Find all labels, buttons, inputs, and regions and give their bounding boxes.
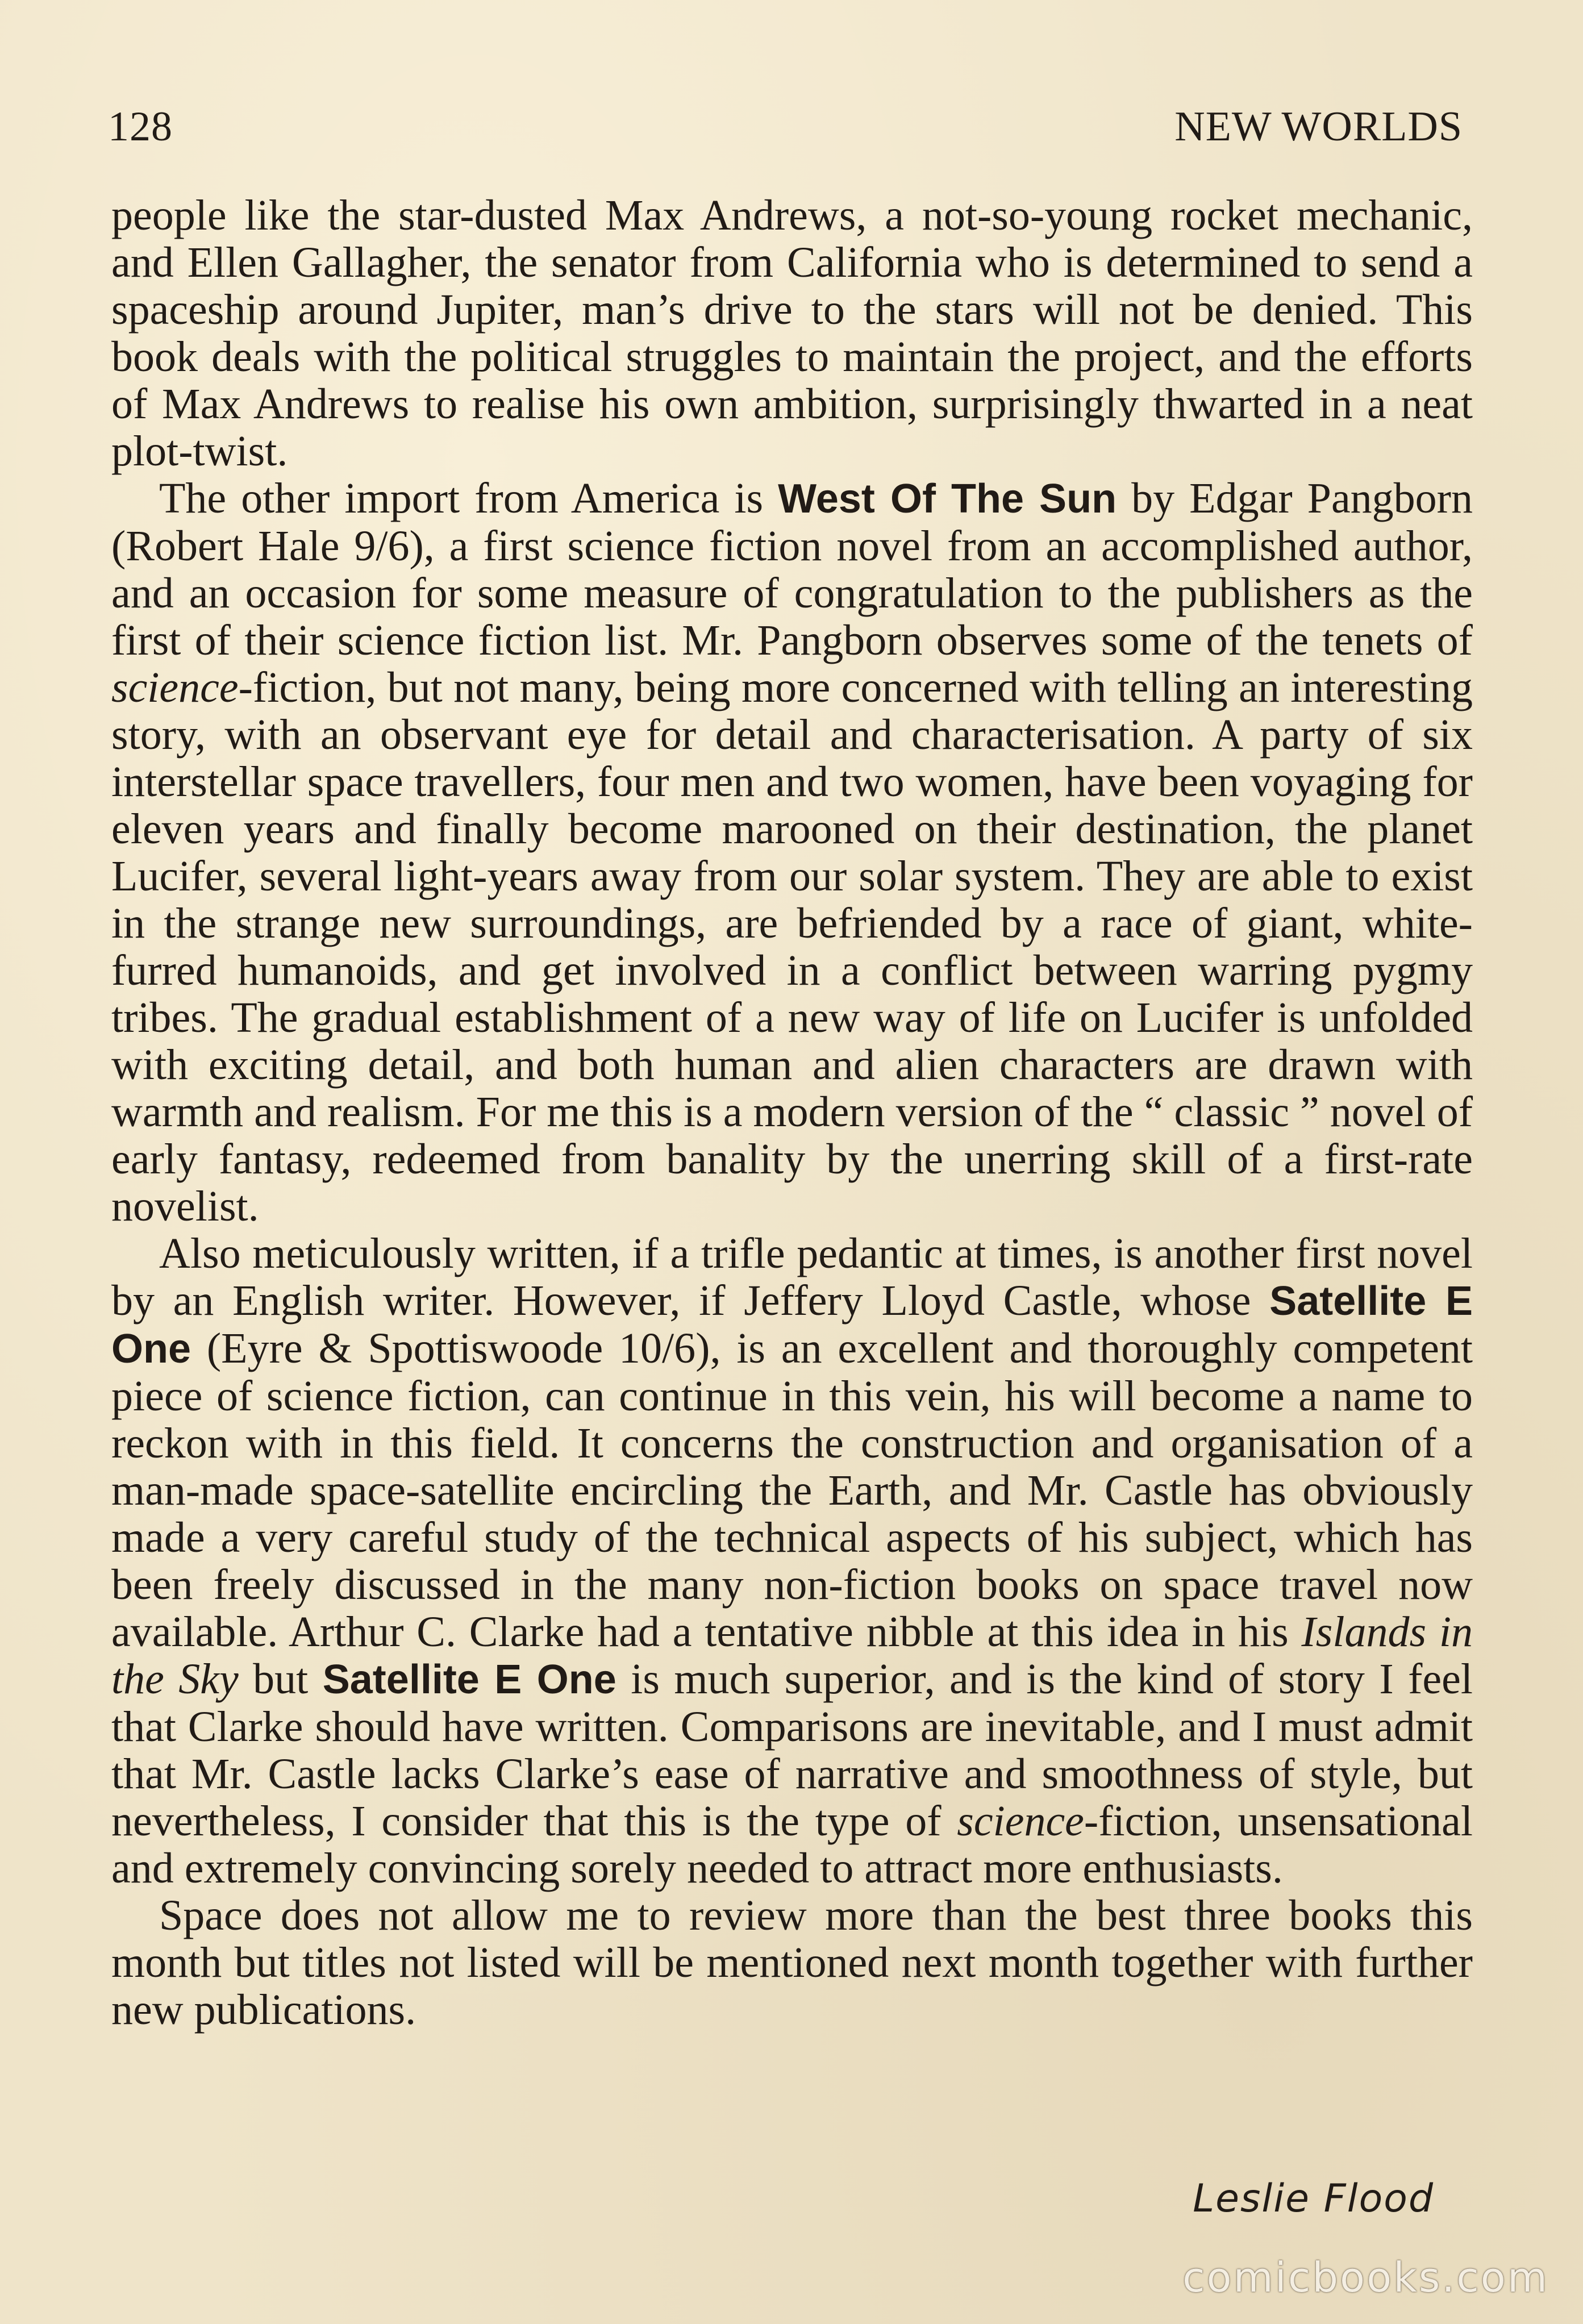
- text-run: is much superior, and is the kind of story I feel that Clarke should have written. Comparisons are inevitable, and I must admit that Mr. Castle lacks Clarke’s ease of narrative and smoothness of style, but nevertheless, I consider that this is the type of: [111, 1655, 1473, 1845]
- watermark: comicbooks.com: [1182, 2254, 1549, 2301]
- italic-text: Islands in the Sky: [111, 1608, 1473, 1703]
- author-signature: Leslie Flood: [1193, 2176, 1434, 2221]
- text-run: people like the star-dusted Max Andrews, a not-so-young rocket mechanic, and Ellen Gallagher, the senator from California who is determined to send a spaceship around Jupiter, man’s drive to the stars will not be denied. This book deals with the political struggles to maintain the project, and the efforts of Max Andrews to realise his own ambition, surprisingly thwarted in a neat plot-twist.: [111, 191, 1473, 475]
- text-run: but: [238, 1655, 323, 1703]
- review-body: [111, 192, 1473, 2034]
- book-title: Satellite E One: [111, 1278, 1473, 1372]
- text-run: The other import from America is: [159, 474, 778, 522]
- running-title: NEW WORLDS: [1174, 103, 1463, 150]
- page-header: [108, 95, 1463, 158]
- paragraph: [111, 1230, 1473, 1892]
- paragraph: [111, 1892, 1473, 2034]
- page-number: 128: [108, 103, 173, 150]
- book-title: Satellite E One: [322, 1657, 616, 1702]
- paragraph: [111, 192, 1473, 475]
- book-title: West Of The Sun: [778, 476, 1117, 522]
- text-run: (Eyre & Spottiswoode 10/6), is an excellent and thoroughly competent piece of science fiction, can continue in this vein, his will become a name to reckon with in this field. It concerns the construction and organisation of a man-made space-satellite encircling the Earth, and Mr. Castle has obviously made a very careful study of the technical aspects of his subject, which has been freely discussed in the many non-fiction books on space travel now available. Arthur C. Clarke had a tentative nibble at this idea in his: [111, 1325, 1473, 1656]
- text-run: -fiction, but not many, being more concerned with telling an interesting story, with an observant eye for detail and characterisation. A party of six interstellar space travellers, four men and two women, have been voyaging for eleven years and finally become marooned on their destination, the planet Lucifer, several light-years away from our solar system. They are able to exist in the strange new surroundings, are befriended by a race of giant, white-furred humanoids, and get involved in a conflict between warring pygmy tribes. The gradual establishment of a new way of life on Lucifer is unfolded with exciting detail, and both human and alien characters are drawn with warmth and realism. For me this is a modern version of the “ classic ” novel of early fantasy, redeemed from banality by the unerring skill of a first-rate novelist.: [111, 664, 1473, 1230]
- italic-text: science: [957, 1797, 1084, 1845]
- text-run: -fiction, unsensational and extremely convincing sorely needed to attract more enthusiasts.: [111, 1797, 1473, 1892]
- italic-text: science: [111, 664, 239, 711]
- paragraph: [111, 475, 1473, 1230]
- text-run: by Edgar Pangborn (Robert Hale 9/6), a first science fiction novel from an accomplished author, and an occasion for some measure of congratulation to the publishers as the first of their science fiction list. Mr. Pangborn observes some of the tenets of: [111, 474, 1473, 664]
- text-run: Space does not allow me to review more than the best three books this month but titles not listed will be mentioned next month together with further new publications.: [111, 1892, 1473, 2034]
- text-run: Also meticulously written, if a trifle pedantic at times, is another first novel by an English writer. However, if Jeffery Lloyd Castle, whose: [111, 1230, 1473, 1325]
